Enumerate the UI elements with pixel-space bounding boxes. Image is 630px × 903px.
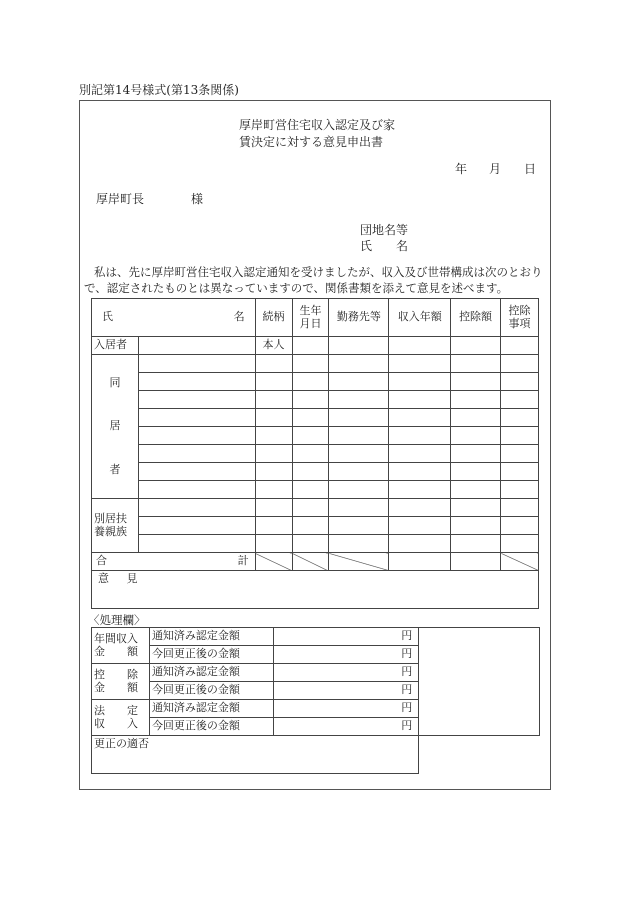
title-line-2: 賃決定に対する意見申出書 bbox=[239, 135, 384, 149]
revision-label: 更正の適否 bbox=[94, 737, 149, 750]
table-row bbox=[92, 535, 539, 553]
dependent-line-1: 別居扶 bbox=[94, 511, 127, 525]
header-birth-top: 生年 bbox=[299, 303, 322, 317]
total-row bbox=[92, 553, 539, 571]
dependent-line-2: 養親族 bbox=[94, 524, 127, 538]
processing-side-blank bbox=[419, 628, 540, 736]
statutory-row-1-unit: 円 bbox=[273, 700, 419, 718]
statutory-row-2-label: 今回更正後の金額 bbox=[149, 718, 273, 736]
income-group-label bbox=[92, 628, 150, 664]
header-relation: 続柄 bbox=[255, 299, 292, 337]
applicant-address-label: 団地名等 bbox=[360, 223, 409, 237]
table-row bbox=[92, 481, 539, 499]
body-text-line-2: で、認定されたものとは異なっていますので、関係書類を添えて意見を述べます。 bbox=[84, 281, 509, 295]
header-deduction-item-bottom: 事項 bbox=[508, 316, 531, 330]
header-name-cell bbox=[92, 299, 256, 337]
income-label-line-2: 金 額 bbox=[94, 644, 138, 658]
statutory-label-line-1: 法 定 bbox=[94, 703, 138, 717]
cohabitant-char-1: 同 bbox=[109, 375, 121, 389]
statutory-row-1-label: 通知済み認定金額 bbox=[149, 700, 273, 718]
statutory-group-label bbox=[92, 700, 150, 736]
header-birth-bottom: 月日 bbox=[299, 316, 322, 330]
total-item-slash bbox=[501, 553, 539, 571]
processing-label: 〈処理欄〉 bbox=[88, 613, 146, 627]
table-row bbox=[92, 391, 539, 409]
total-deduction-cell bbox=[451, 553, 501, 571]
header-name-left: 氏 bbox=[102, 310, 113, 324]
header-income: 収入年額 bbox=[389, 299, 451, 337]
addressee-honorific: 様 bbox=[191, 192, 204, 206]
header-deduction-item-top: 控除 bbox=[508, 303, 531, 317]
total-label-cell bbox=[92, 553, 256, 571]
cohabitant-label-cell bbox=[92, 355, 139, 499]
resident-relation: 本人 bbox=[255, 337, 292, 355]
deduction-row-1-unit: 円 bbox=[273, 664, 419, 682]
table-row bbox=[92, 427, 539, 445]
deduction-row-1-label: 通知済み認定金額 bbox=[149, 664, 273, 682]
deduction-label-line-2: 金 額 bbox=[94, 680, 138, 694]
income-row-2-unit: 円 bbox=[273, 646, 419, 664]
table-row bbox=[92, 445, 539, 463]
statutory-row-2-unit: 円 bbox=[273, 718, 419, 736]
statutory-label-line-2: 収 入 bbox=[94, 716, 138, 730]
date-day: 日 bbox=[524, 162, 537, 176]
table-row bbox=[92, 463, 539, 481]
total-birth-slash bbox=[292, 553, 329, 571]
total-left: 合 bbox=[96, 554, 107, 568]
addressee-name: 厚岸町長 bbox=[96, 192, 145, 206]
header-birthdate bbox=[292, 299, 329, 337]
resident-label: 入居者 bbox=[92, 337, 139, 355]
cohabitant-char-3: 者 bbox=[109, 462, 121, 476]
income-row-2-label: 今回更正後の金額 bbox=[149, 646, 273, 664]
header-deduction: 控除額 bbox=[451, 299, 501, 337]
date-month: 月 bbox=[489, 162, 502, 176]
income-row-1-label: 通知済み認定金額 bbox=[149, 628, 273, 646]
cohabitant-char-2: 居 bbox=[109, 419, 121, 433]
header-workplace: 勤務先等 bbox=[329, 299, 389, 337]
table-row bbox=[92, 373, 539, 391]
table-row bbox=[92, 517, 539, 535]
household-table bbox=[91, 298, 539, 609]
opinion-left: 意 bbox=[98, 572, 109, 585]
table-row bbox=[92, 499, 539, 517]
table-row bbox=[92, 355, 539, 373]
header-deduction-item bbox=[501, 299, 539, 337]
total-relation-slash bbox=[255, 553, 292, 571]
opinion-row bbox=[92, 571, 539, 609]
applicant-name-label: 氏 名 bbox=[360, 239, 409, 253]
total-income-cell bbox=[389, 553, 451, 571]
form-number-label: 別記第14号様式(第13条関係) bbox=[79, 83, 239, 97]
income-row-1-unit: 円 bbox=[273, 628, 419, 646]
total-right: 計 bbox=[237, 554, 249, 568]
total-workplace-slash bbox=[329, 553, 389, 571]
deduction-row-2-label: 今回更正後の金額 bbox=[149, 682, 273, 700]
body-text-line-1: 私は、先に厚岸町営住宅収入認定通知を受けましたが、収入及び世帯構成は次のとおり bbox=[94, 265, 543, 279]
opinion-cell bbox=[92, 571, 539, 609]
deduction-group-label bbox=[92, 664, 150, 700]
date-year: 年 bbox=[455, 162, 468, 176]
processing-table bbox=[91, 627, 540, 774]
table-row bbox=[92, 409, 539, 427]
revision-cell bbox=[92, 736, 419, 774]
deduction-label-line-1: 控 除 bbox=[94, 667, 138, 681]
table-row bbox=[92, 337, 539, 355]
income-label-line-1: 年間収入 bbox=[94, 631, 138, 645]
dependent-label-cell bbox=[92, 499, 139, 553]
opinion-right: 見 bbox=[126, 572, 138, 585]
header-name-right: 名 bbox=[233, 310, 245, 324]
deduction-row-2-unit: 円 bbox=[273, 682, 419, 700]
title-line-1: 厚岸町営住宅収入認定及び家 bbox=[239, 118, 396, 132]
